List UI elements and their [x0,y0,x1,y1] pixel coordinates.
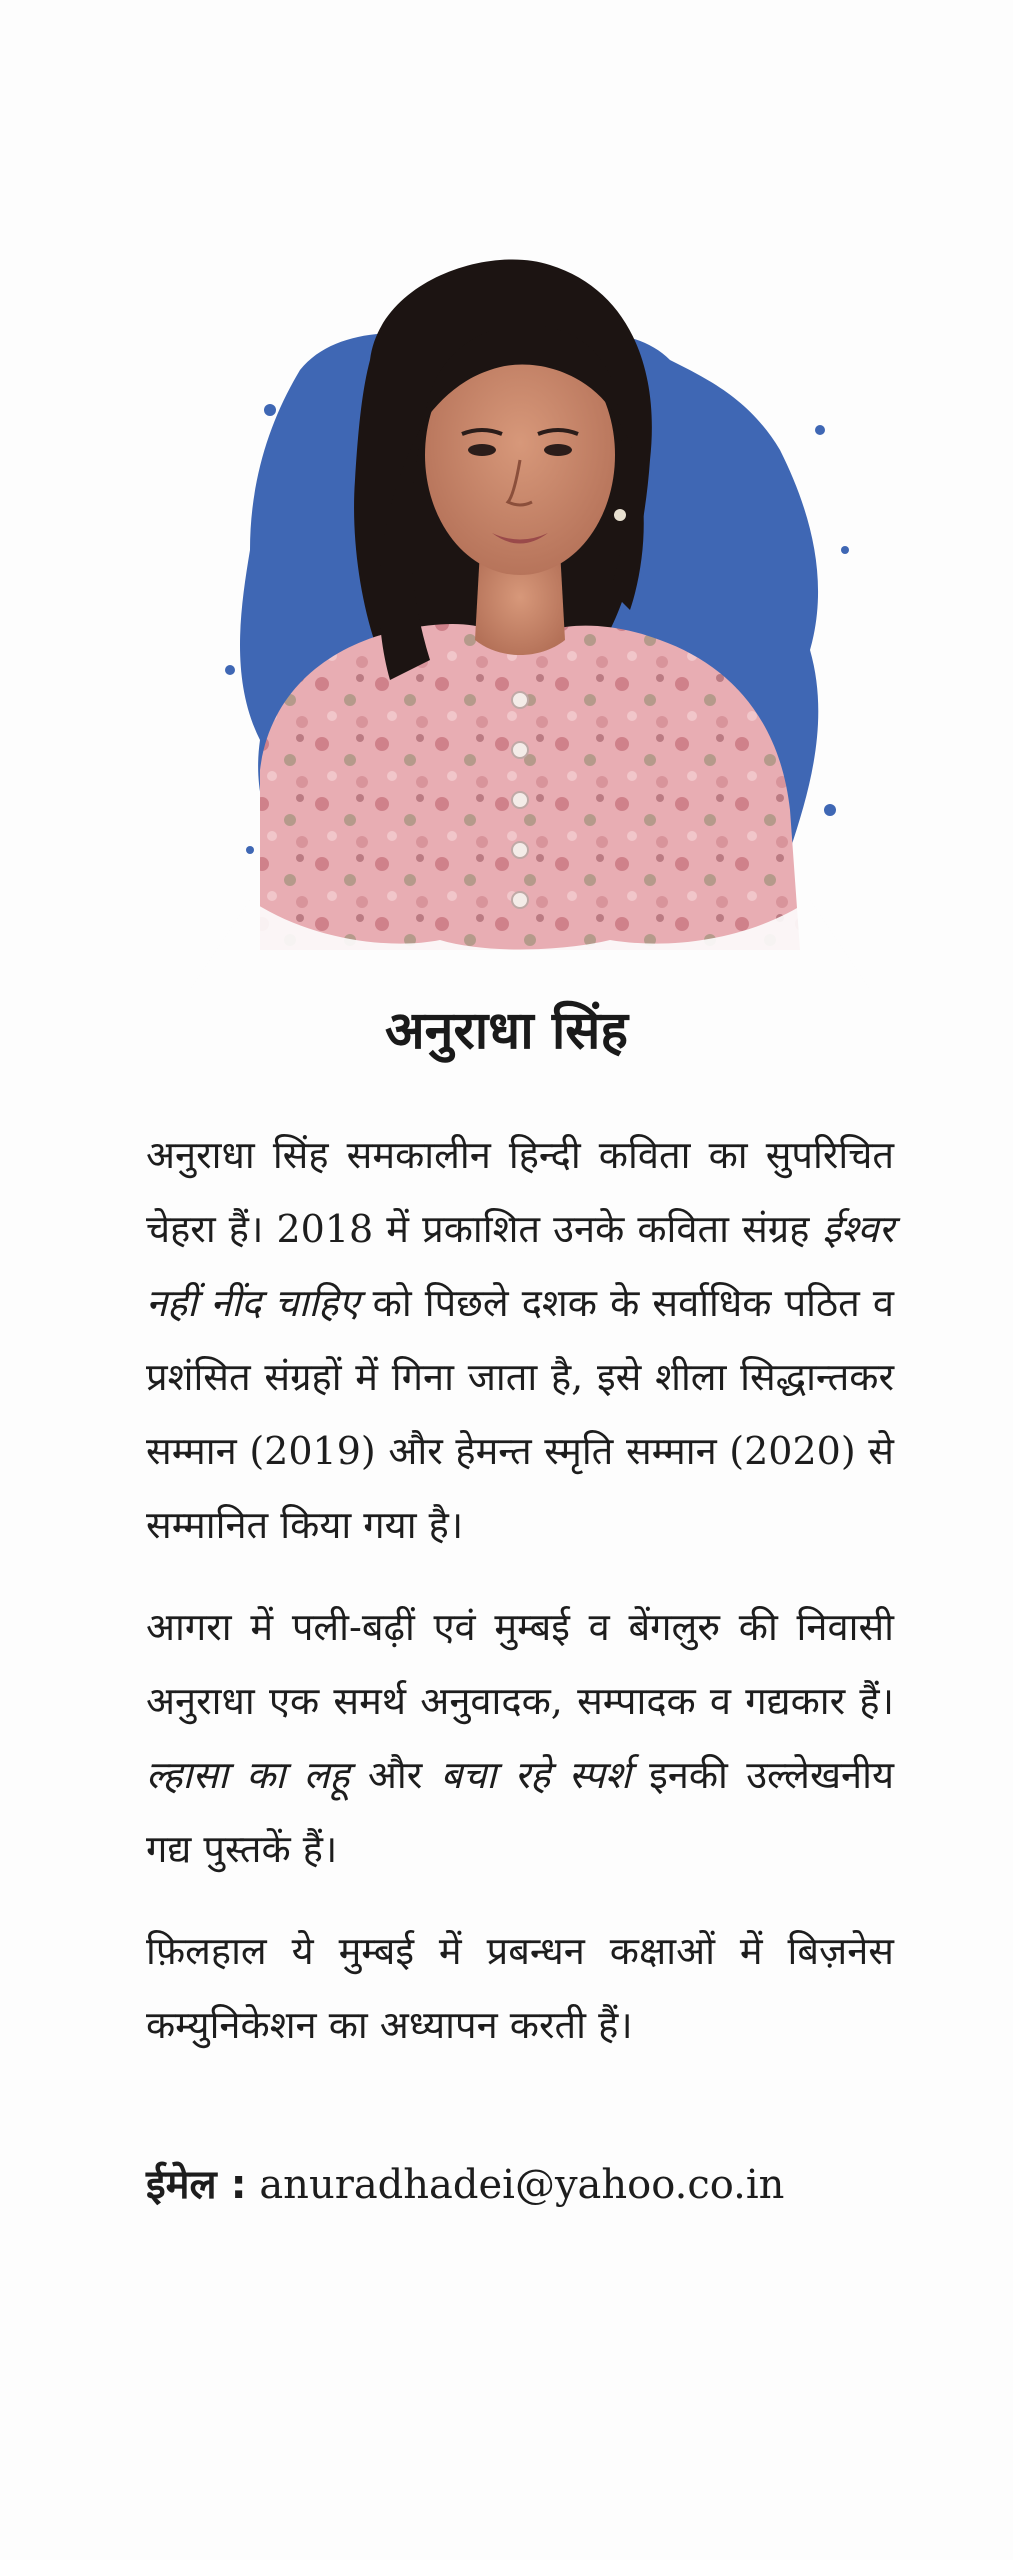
bio-text: और [349,1753,441,1797]
portrait-illustration [190,250,870,990]
author-portrait [190,250,870,990]
book-title: ईश्वर नहीं नींद चाहिए [146,1207,894,1325]
shirt-shape [260,624,800,950]
email-label: ईमेल : [146,2162,247,2208]
email-line [146,2148,906,2222]
author-bio [146,1118,894,2090]
book-title: ल्हासा का लहू [146,1753,350,1797]
bio-text: आगरा में पली-बढ़ीं एवं मुम्बई व बेंगलुरु की निवासी अनुराधा एक समर्थ अनुवादक, सम्पादक व गद्यकार हैं। [146,1605,894,1723]
bio-paragraph-2 [146,1590,894,1886]
bio-text: इनकी उल्लेखनीय गद्य पुस्तकें हैं। [146,1753,894,1871]
book-title: बचा रहे स्पर्श [440,1753,631,1797]
bio-text: अनुराधा सिंह समकालीन हिन्दी कविता का सुपरिचित चेहरा हैं। 2018 में प्रकाशित उनके कविता संग्रह [146,1133,894,1251]
author-name: अनुराधा सिंह [384,1001,629,1061]
email-address[interactable]: anuradhadei@yahoo.co.in [259,2162,785,2208]
bio-paragraph-1 [146,1118,894,1562]
bio-paragraph-3: फ़िलहाल ये मुम्बई में प्रबन्धन कक्षाओं में बिज़नेस कम्युनिकेशन का अध्यापन करती हैं। [146,1929,894,2047]
bio-text: को पिछले दशक के सर्वाधिक पठित व प्रशंसित संग्रहों में गिना जाता है, इसे शीला सिद्धान्तकर सम्मान (2019) और हेमन्त स्मृति सम्मान (2020) से सम्मानित किया गया है। [146,1281,894,1547]
